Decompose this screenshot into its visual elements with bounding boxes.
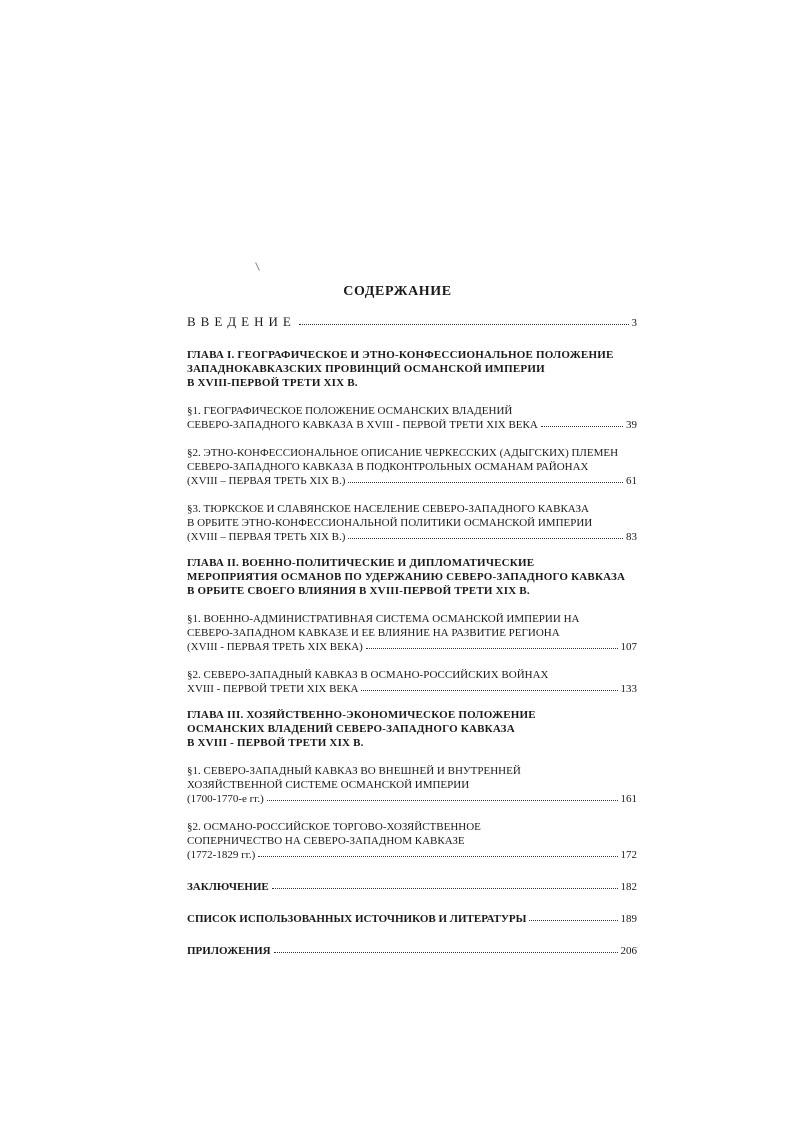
closing-label: СПИСОК ИСПОЛЬЗОВАННЫХ ИСТОЧНИКОВ И ЛИТЕРАТУРЫ	[187, 913, 527, 925]
section-page-number: 61	[626, 475, 637, 487]
toc-section-entry	[187, 820, 637, 862]
dot-leader	[272, 888, 618, 889]
section-title-tail: (XVIII – ПЕРВАЯ ТРЕТЬ XIX В.)	[187, 475, 346, 487]
toc-section-entry	[187, 404, 637, 432]
dot-leader	[274, 952, 618, 953]
table-of-contents	[187, 314, 637, 958]
chapter-title-line: В ОРБИТЕ СВОЕГО ВЛИЯНИЯ В XVIII-ПЕРВОЙ ТРЕТИ XIX В.	[187, 585, 530, 597]
chapter-title-line: ГЛАВА III. ХОЗЯЙСТВЕННО-ЭКОНОМИЧЕСКОЕ ПОЛОЖЕНИЕ	[187, 709, 536, 721]
toc-section-entry	[187, 446, 637, 488]
section-title-line: §1. СЕВЕРО-ЗАПАДНЫЙ КАВКАЗ ВО ВНЕШНЕЙ И ВНУТРЕННЕЙ	[187, 765, 521, 777]
section-title-tail: СЕВЕРО-ЗАПАДНОГО КАВКАЗА В XVIII - ПЕРВОЙ ТРЕТИ XIX ВЕКА	[187, 419, 538, 431]
stray-mark	[255, 262, 260, 271]
toc-chapter-heading	[187, 708, 637, 750]
section-page-number: 83	[626, 531, 637, 543]
closing-label: ПРИЛОЖЕНИЯ	[187, 945, 271, 957]
section-page-number: 172	[620, 849, 637, 861]
section-last-line	[187, 530, 637, 544]
section-title-line: §2. СЕВЕРО-ЗАПАДНЫЙ КАВКАЗ В ОСМАНО-РОССИЙСКИХ ВОЙНАХ	[187, 669, 549, 681]
closing-page-number: 206	[620, 945, 637, 957]
section-title-tail: (XVIII - ПЕРВАЯ ТРЕТЬ XIX ВЕКА)	[187, 641, 363, 653]
dot-leader	[361, 690, 617, 691]
toc-intro-page: 3	[631, 317, 637, 329]
chapter-title-line: ГЛАВА I. ГЕОГРАФИЧЕСКОЕ И ЭТНО-КОНФЕССИОНАЛЬНОЕ ПОЛОЖЕНИЕ	[187, 349, 614, 361]
section-last-line	[187, 792, 637, 806]
section-title-line: СЕВЕРО-ЗАПАДНОГО КАВКАЗА В ПОДКОНТРОЛЬНЫХ ОСМАНАМ РАЙОНАХ	[187, 461, 589, 473]
closing-page-number: 182	[620, 881, 637, 893]
toc-chapter-heading	[187, 348, 637, 390]
chapter-title-line: В XVIII - ПЕРВОЙ ТРЕТИ XIX В.	[187, 737, 364, 749]
section-title-line: §2. ЭТНО-КОНФЕССИОНАЛЬНОЕ ОПИСАНИЕ ЧЕРКЕССКИХ (АДЫГСКИХ) ПЛЕМЕН	[187, 447, 619, 459]
section-page-number: 107	[620, 641, 637, 653]
section-title-line: §3. ТЮРКСКОЕ И СЛАВЯНСКОЕ НАСЕЛЕНИЕ СЕВЕРО-ЗАПАДНОГО КАВКАЗА	[187, 503, 589, 515]
toc-closing-entry	[187, 912, 637, 926]
toc-intro-label: ВВЕДЕНИЕ	[187, 314, 296, 329]
section-page-number: 161	[620, 793, 637, 805]
toc-section-entry	[187, 502, 637, 544]
dot-leader	[299, 324, 629, 325]
section-title-line: В ОРБИТЕ ЭТНО-КОНФЕССИОНАЛЬНОЙ ПОЛИТИКИ ОСМАНСКОЙ ИМПЕРИИ	[187, 517, 593, 529]
chapter-title-line: ОСМАНСКИХ ВЛАДЕНИЙ СЕВЕРО-ЗАПАДНОГО КАВКАЗА	[187, 723, 515, 735]
section-title-line: §1. ГЕОГРАФИЧЕСКОЕ ПОЛОЖЕНИЕ ОСМАНСКИХ ВЛАДЕНИЙ	[187, 405, 513, 417]
dot-leader	[529, 920, 617, 921]
chapter-title-line: ЗАПАДНОКАВКАЗСКИХ ПРОВИНЦИЙ ОСМАНСКОЙ ИМПЕРИИ	[187, 363, 545, 375]
page-title: СОДЕРЖАНИЕ	[343, 284, 452, 299]
section-last-line	[187, 682, 637, 696]
section-title-line: §1. ВОЕННО-АДМИНИСТРАТИВНАЯ СИСТЕМА ОСМАНСКОЙ ИМПЕРИИ НА	[187, 613, 580, 625]
dot-leader	[541, 426, 623, 427]
section-title-tail: XVIII - ПЕРВОЙ ТРЕТИ XIX ВЕКА	[187, 683, 359, 695]
toc-section-entry	[187, 668, 637, 696]
section-title-tail: (1700-1770-е гг.)	[187, 793, 264, 805]
chapter-title-line: В XVIII-ПЕРВОЙ ТРЕТИ XIX В.	[187, 377, 358, 389]
toc-closing-entry	[187, 944, 637, 958]
section-last-line	[187, 848, 637, 862]
closing-label: ЗАКЛЮЧЕНИЕ	[187, 881, 269, 893]
chapter-title-line: МЕРОПРИЯТИЯ ОСМАНОВ ПО УДЕРЖАНИЮ СЕВЕРО-ЗАПАДНОГО КАВКАЗА	[187, 571, 626, 583]
toc-closing	[187, 880, 637, 958]
section-last-line	[187, 418, 637, 432]
section-last-line	[187, 474, 637, 488]
dot-leader	[267, 800, 618, 801]
closing-page-number: 189	[620, 913, 637, 925]
section-last-line	[187, 640, 637, 654]
toc-entry-intro	[187, 314, 637, 330]
toc-section-entry	[187, 612, 637, 654]
section-title-line: ХОЗЯЙСТВЕННОЙ СИСТЕМЕ ОСМАНСКОЙ ИМПЕРИИ	[187, 779, 470, 791]
section-title-tail: (1772-1829 гг.)	[187, 849, 256, 861]
section-title-tail: (XVIII – ПЕРВАЯ ТРЕТЬ XIX В.)	[187, 531, 346, 543]
section-page-number: 133	[620, 683, 637, 695]
dot-leader	[348, 482, 623, 483]
section-title-line: СОПЕРНИЧЕСТВО НА СЕВЕРО-ЗАПАДНОМ КАВКАЗЕ	[187, 835, 465, 847]
section-title-line: §2. ОСМАНО-РОССИЙСКОЕ ТОРГОВО-ХОЗЯЙСТВЕННОЕ	[187, 821, 481, 833]
dot-leader	[348, 538, 623, 539]
section-title-line: СЕВЕРО-ЗАПАДНОМ КАВКАЗЕ И ЕЕ ВЛИЯНИЕ НА РАЗВИТИЕ РЕГИОНА	[187, 627, 560, 639]
toc-section-entry	[187, 764, 637, 806]
toc-chapter-heading	[187, 556, 637, 598]
chapter-title-line: ГЛАВА II. ВОЕННО-ПОЛИТИЧЕСКИЕ И ДИПЛОМАТИЧЕСКИЕ	[187, 557, 535, 569]
toc-closing-entry	[187, 880, 637, 894]
toc-chapters	[187, 348, 637, 862]
dot-leader	[258, 856, 617, 857]
section-page-number: 39	[626, 419, 637, 431]
dot-leader	[366, 648, 618, 649]
